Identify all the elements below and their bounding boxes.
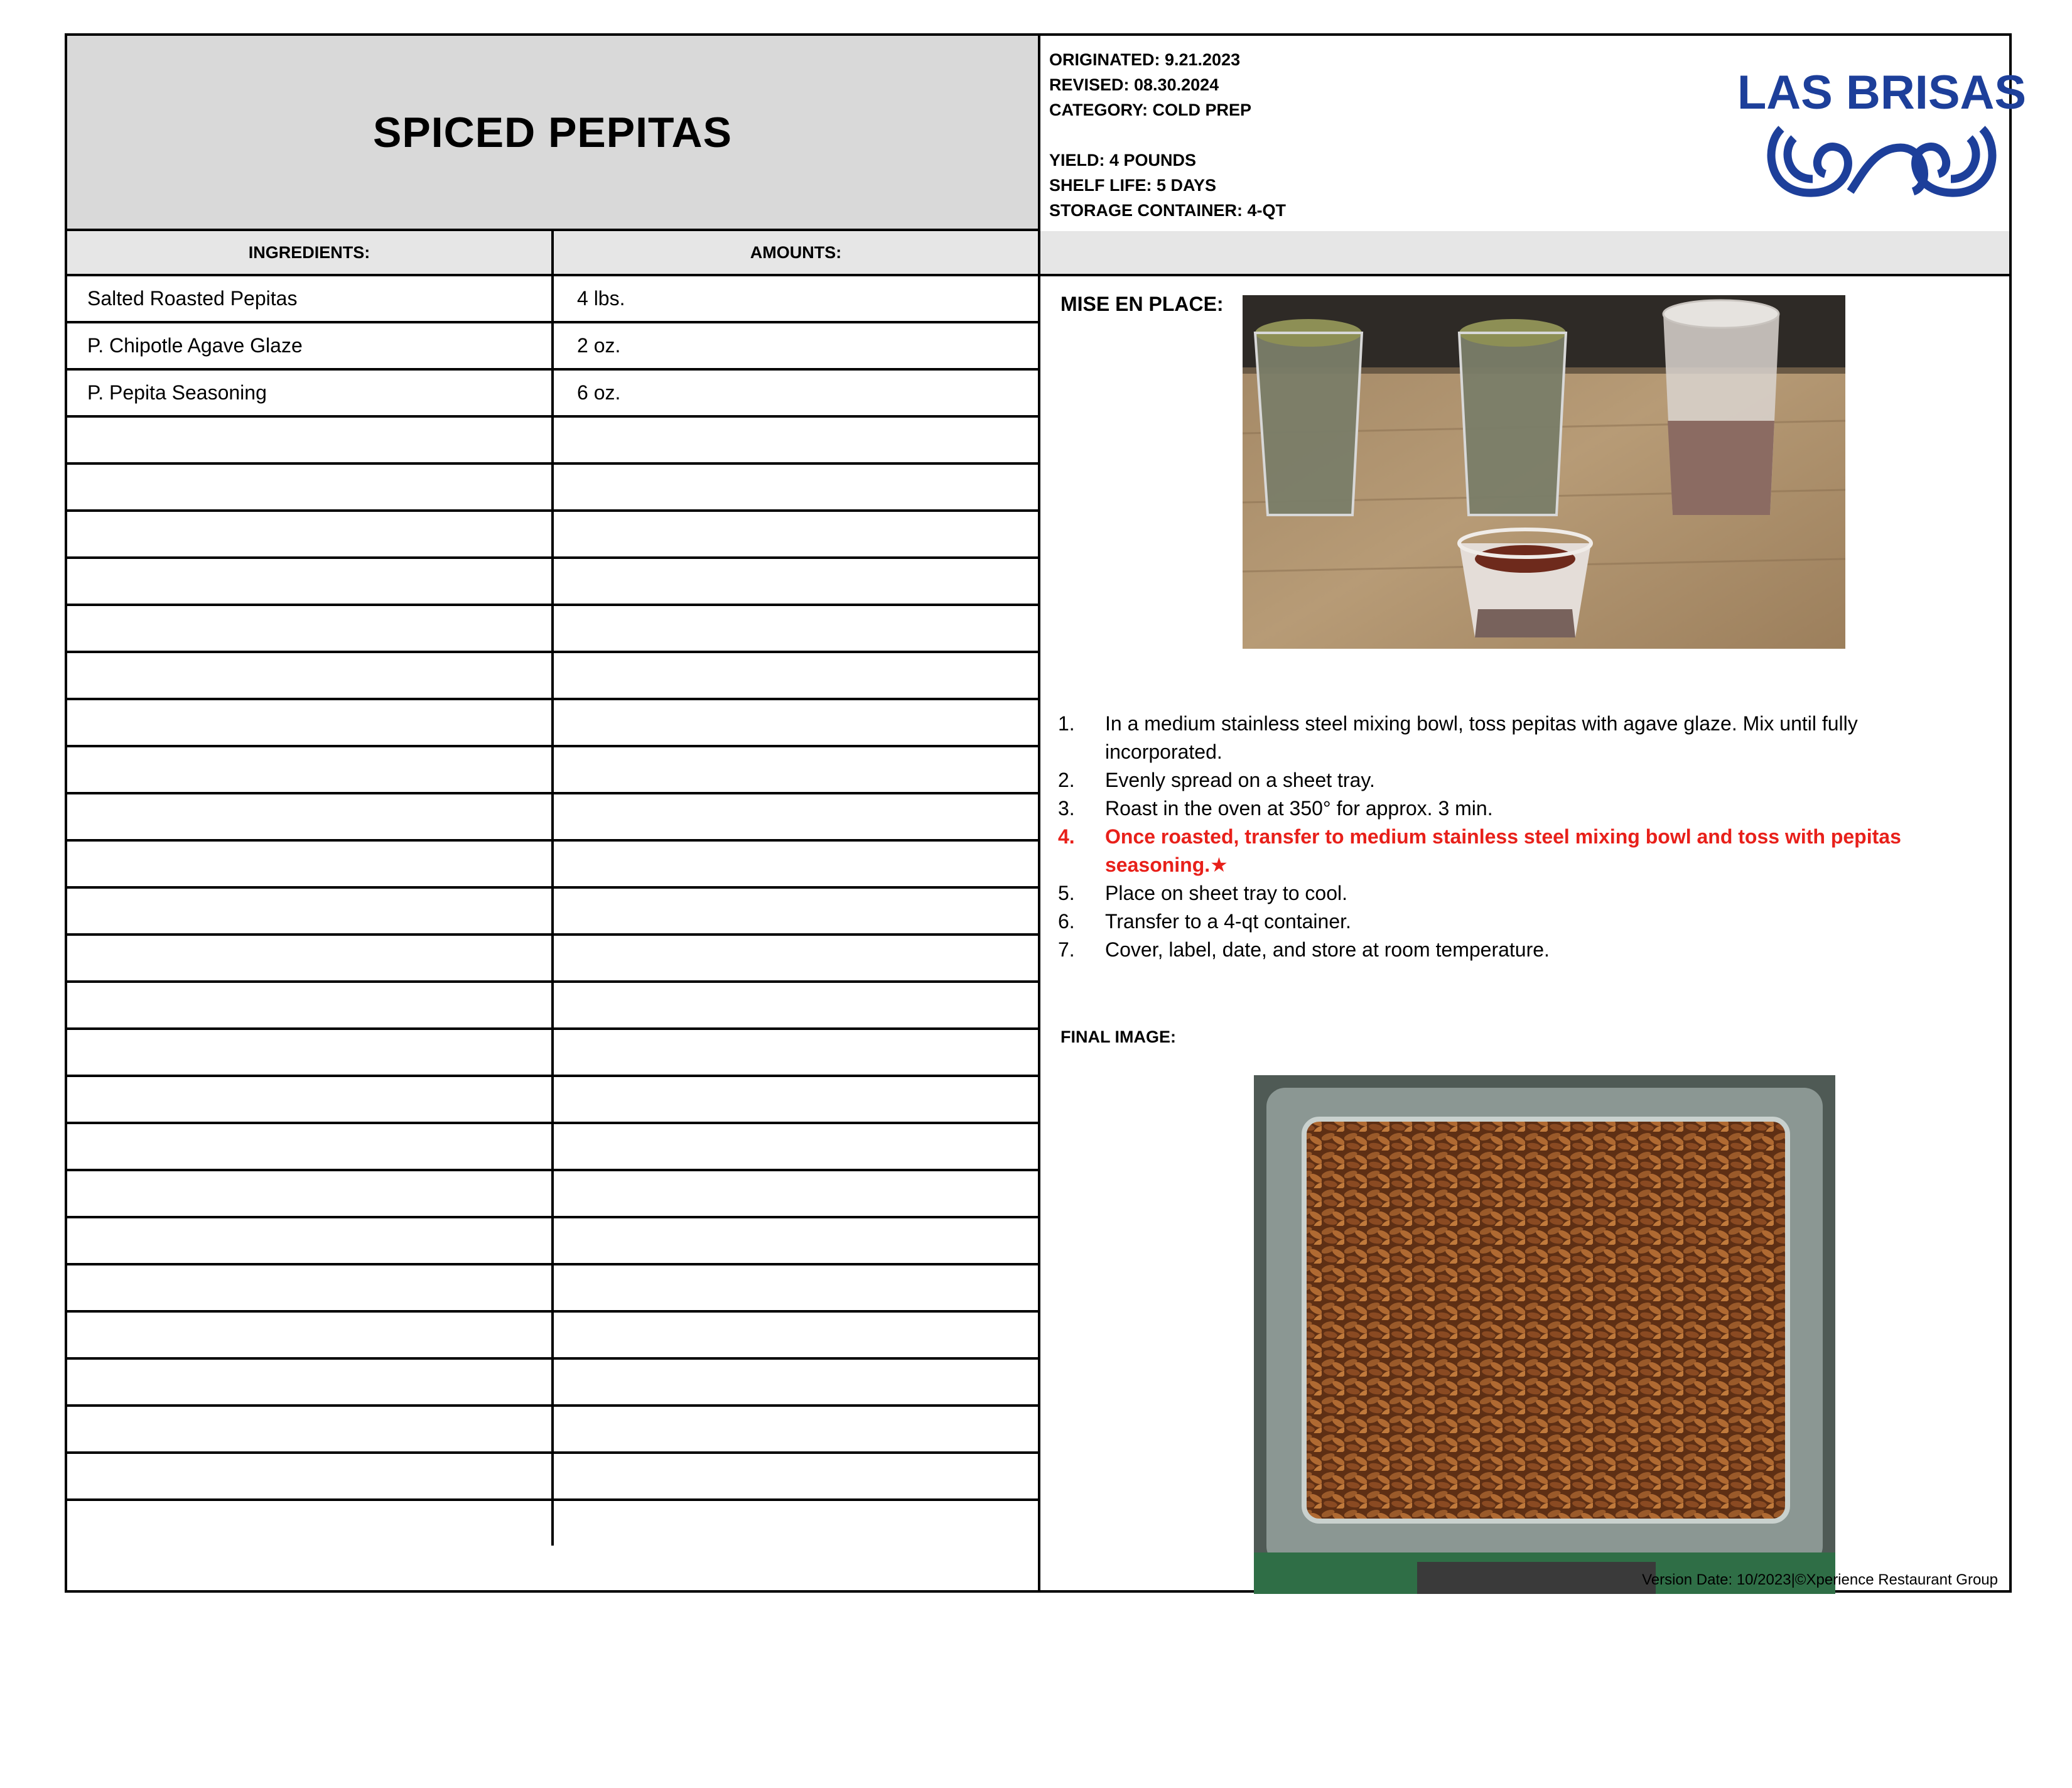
ingredient-amount: 6 oz. — [554, 371, 1040, 415]
ingredient-amount — [554, 1030, 1040, 1075]
ingredient-amount — [554, 842, 1040, 886]
title-box — [67, 36, 1040, 231]
step-text: Place on sheet tray to cool. — [1105, 882, 1347, 904]
ingredient-amount — [554, 1407, 1040, 1451]
ingredient-amount — [554, 465, 1040, 509]
ingredient-row — [67, 983, 1040, 1030]
ingredient-amount — [554, 1171, 1040, 1216]
ingredient-name — [67, 936, 554, 980]
step-text: Transfer to a 4-qt container. — [1105, 910, 1351, 933]
ingredient-amount — [554, 1124, 1040, 1169]
final-image-label: FINAL IMAGE: — [1060, 1027, 1176, 1046]
ingredient-row — [67, 747, 1040, 794]
ingredient-amount — [554, 653, 1040, 698]
final-image-photo — [1254, 1075, 1835, 1594]
ingredient-row — [67, 1077, 1040, 1124]
preparation-step — [1058, 823, 1962, 879]
step-number: 5. — [1058, 882, 1075, 904]
shelf-life: SHELF LIFE: 5 DAYS — [1049, 176, 1217, 195]
ingredient-name: P. Chipotle Agave Glaze — [67, 323, 554, 368]
recipe-meta — [1049, 47, 1677, 223]
version-footer: Version Date: 10/2023|©Xperience Restaurant Group — [1642, 1571, 1998, 1588]
ingredient-amount — [554, 418, 1040, 462]
ingredient-name — [67, 1218, 554, 1263]
ingredient-amount — [554, 1501, 1040, 1546]
category: CATEGORY: COLD PREP — [1049, 100, 1252, 119]
ingredient-row — [67, 418, 1040, 465]
ingredient-name — [67, 559, 554, 604]
preparation-step — [1058, 766, 1962, 794]
ingredient-row — [67, 1313, 1040, 1360]
ingredient-row — [67, 1360, 1040, 1407]
ingredient-amount — [554, 936, 1040, 980]
ingredient-name — [67, 465, 554, 509]
ingredient-name — [67, 1030, 554, 1075]
ingredient-row — [67, 371, 1040, 418]
step-number: 1. — [1058, 712, 1075, 735]
preparation-step — [1058, 710, 1962, 766]
step-number: 3. — [1058, 797, 1075, 820]
ingredient-amount — [554, 1360, 1040, 1404]
ingredient-row — [67, 465, 1040, 512]
ingredient-row — [67, 700, 1040, 747]
ingredient-amount — [554, 983, 1040, 1027]
ingredient-amount — [554, 747, 1040, 792]
mise-en-place-photo — [1243, 295, 1845, 649]
ingredient-amount — [554, 1313, 1040, 1357]
step-number: 4. — [1058, 825, 1075, 848]
ingredient-name — [67, 794, 554, 839]
ingredient-amount — [554, 559, 1040, 604]
ingredient-name — [67, 653, 554, 698]
preparation-step — [1058, 908, 1962, 936]
preparation-step — [1058, 936, 1962, 964]
ingredient-row — [67, 512, 1040, 559]
originated-date: ORIGINATED: 9.21.2023 — [1049, 50, 1241, 69]
ingredient-name — [67, 700, 554, 745]
ingredient-amount — [554, 889, 1040, 933]
logo-text: LAS BRISAS — [1737, 66, 2027, 119]
ingredient-name — [67, 418, 554, 462]
recipe-title: SPICED PEPITAS — [373, 108, 732, 156]
ingredient-row — [67, 1265, 1040, 1313]
amounts-header: AMOUNTS: — [554, 231, 1040, 274]
ingredient-amount — [554, 1077, 1040, 1122]
storage-container: STORAGE CONTAINER: 4-QT — [1049, 201, 1287, 220]
step-text: Evenly spread on a sheet tray. — [1105, 769, 1375, 791]
ingredient-row — [67, 276, 1040, 323]
ingredient-row — [67, 323, 1040, 371]
ingredient-row — [67, 1407, 1040, 1454]
ingredient-row — [67, 1171, 1040, 1218]
ingredient-name — [67, 1454, 554, 1498]
step-number: 6. — [1058, 910, 1075, 933]
ingredient-name — [67, 747, 554, 792]
ingredient-name — [67, 983, 554, 1027]
ingredient-row — [67, 1124, 1040, 1171]
ingredient-row — [67, 559, 1040, 606]
ingredient-name — [67, 1407, 554, 1451]
ingredient-amount: 2 oz. — [554, 323, 1040, 368]
ingredient-amount — [554, 794, 1040, 839]
ingredient-amount — [554, 512, 1040, 556]
ingredient-row — [67, 889, 1040, 936]
step-text: Cover, label, date, and store at room temperature. — [1105, 938, 1550, 961]
ingredient-name — [67, 512, 554, 556]
ingredient-row — [67, 842, 1040, 889]
ingredient-row — [67, 606, 1040, 653]
step-number: 7. — [1058, 938, 1075, 961]
recipe-sheet — [65, 33, 2027, 1593]
ingredient-amount — [554, 1454, 1040, 1498]
ingredient-row — [67, 1218, 1040, 1265]
ingredient-name — [67, 842, 554, 886]
ingredient-amount — [554, 1265, 1040, 1310]
mise-en-place-label: MISE EN PLACE: — [1060, 293, 1224, 315]
ingredient-name — [67, 1501, 554, 1546]
ingredient-name — [67, 1124, 554, 1169]
ingredient-row — [67, 936, 1040, 983]
ingredient-name: Salted Roasted Pepitas — [67, 276, 554, 321]
preparation-step — [1058, 794, 1962, 823]
ingredient-name — [67, 606, 554, 651]
step-text: Once roasted, transfer to medium stainless steel mixing bowl and toss with pepitas seasoning.★ — [1105, 825, 1901, 876]
ingredient-amount — [554, 606, 1040, 651]
step-text: Roast in the oven at 350° for approx. 3 min. — [1105, 797, 1493, 820]
ingredient-name: P. Pepita Seasoning — [67, 371, 554, 415]
column-header-row — [67, 231, 2009, 276]
ingredient-name — [67, 1313, 554, 1357]
ingredient-name — [67, 1265, 554, 1310]
preparation-section — [1040, 276, 2009, 1593]
ingredients-header: INGREDIENTS: — [67, 231, 554, 274]
ingredient-row — [67, 1501, 1040, 1546]
ingredient-row — [67, 653, 1040, 700]
yield: YIELD: 4 POUNDS — [1049, 151, 1197, 170]
ingredient-row — [67, 1454, 1040, 1501]
preparation-steps — [1058, 710, 1962, 964]
ingredient-name — [67, 889, 554, 933]
ingredient-name — [67, 1077, 554, 1122]
ingredient-amount: 4 lbs. — [554, 276, 1040, 321]
ingredient-name — [67, 1171, 554, 1216]
ingredient-name — [67, 1360, 554, 1404]
ingredient-amount — [554, 700, 1040, 745]
step-number: 2. — [1058, 769, 1075, 791]
ingredient-amount — [554, 1218, 1040, 1263]
las-brisas-logo — [1737, 60, 2027, 217]
revised-date: REVISED: 08.30.2024 — [1049, 75, 1219, 94]
step-text: In a medium stainless steel mixing bowl, toss pepitas with agave glaze. Mix until fully incorporated. — [1105, 712, 1858, 763]
preparation-step — [1058, 879, 1962, 908]
ingredient-row — [67, 1030, 1040, 1077]
ingredient-row — [67, 794, 1040, 842]
